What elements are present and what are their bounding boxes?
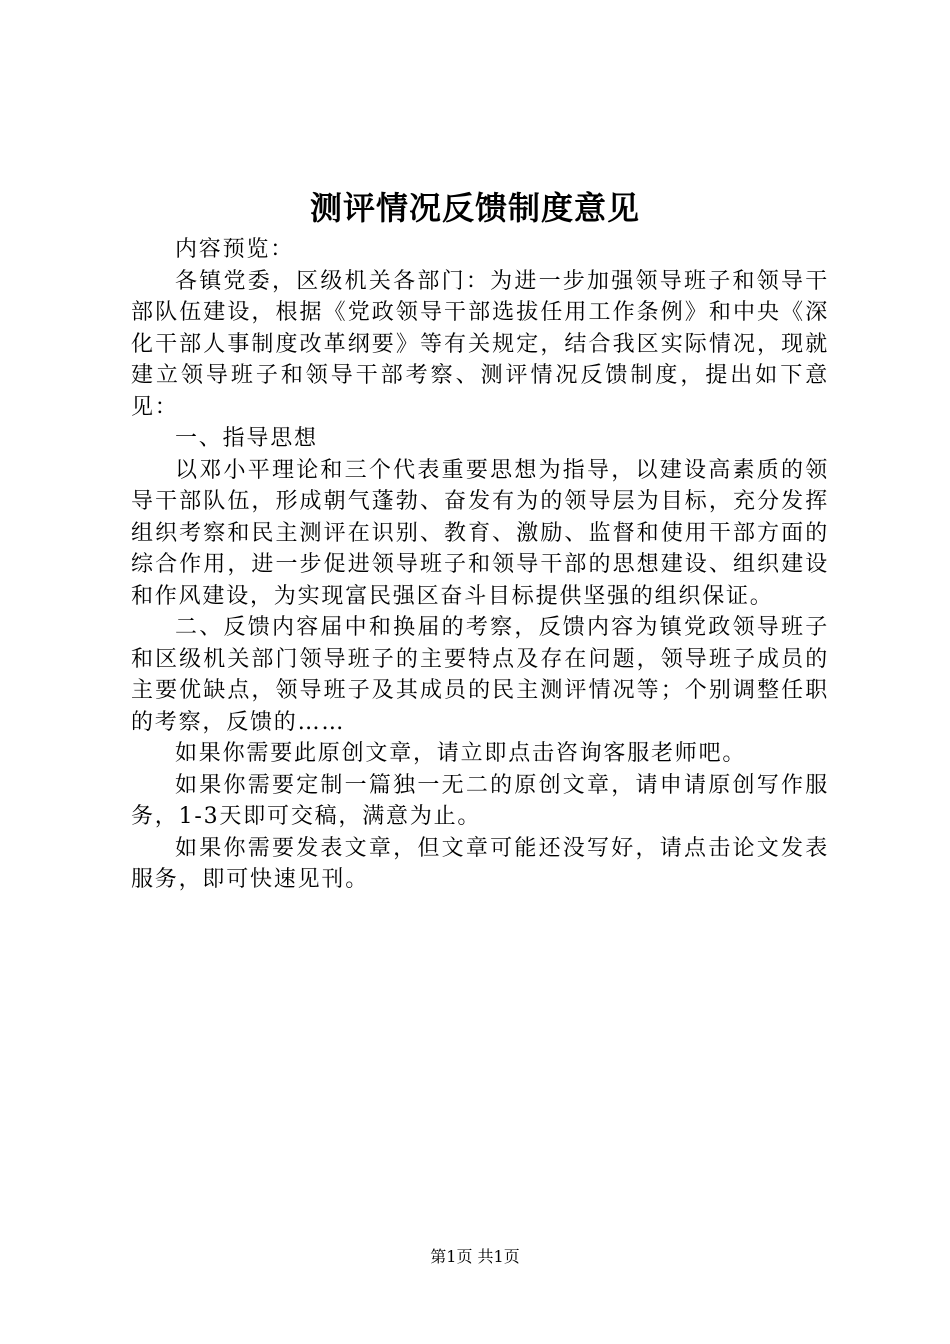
- document-body: [131, 234, 829, 896]
- page-footer: 第1页 共1页: [430, 1247, 520, 1266]
- consult-service-paragraph: 如果你需要此原创文章，请立即点击咨询客服老师吧。: [175, 741, 747, 766]
- preview-label: 内容预览：: [175, 237, 295, 262]
- custom-writing-paragraph: 如果你需要定制一篇独一无二的原创文章，请申请原创写作服务，1-3天即可交稿，满意为止。: [131, 772, 829, 829]
- section-heading-guiding-ideology: 一、指导思想: [175, 426, 318, 451]
- publishing-service-paragraph: 如果你需要发表文章，但文章可能还没写好，请点击论文发表服务，即可快速见刊。: [131, 835, 829, 892]
- feedback-content-paragraph: 二、反馈内容届中和换届的考察，反馈内容为镇党政领导班子和区级机关部门领导班子的主要特点及存在问题，领导班子成员的主要优缺点，领导班子及其成员的民主测评情况等；个别调整任职的考察，反馈的……: [131, 615, 829, 735]
- guiding-ideology-paragraph: 以邓小平理论和三个代表重要思想为指导，以建设高素质的领导干部队伍，形成朝气蓬勃、奋发有为的领导层为目标，充分发挥组织考察和民主测评在识别、教育、激励、监督和使用干部方面的综合作用，进一步促进领导班子和领导干部的思想建设、组织建设和作风建设，为实现富民强区奋斗目标提供坚强的组织保证。: [131, 457, 829, 609]
- document-title: 测评情况反馈制度意见: [309, 189, 640, 227]
- intro-paragraph: 各镇党委，区级机关各部门：为进一步加强领导班子和领导干部队伍建设，根据《党政领导干部选拔任用工作条例》和中央《深化干部人事制度改革纲要》等有关规定，结合我区实际情况，现就建立领导班子和领导干部考察、测评情况反馈制度，提出如下意见：: [131, 268, 829, 420]
